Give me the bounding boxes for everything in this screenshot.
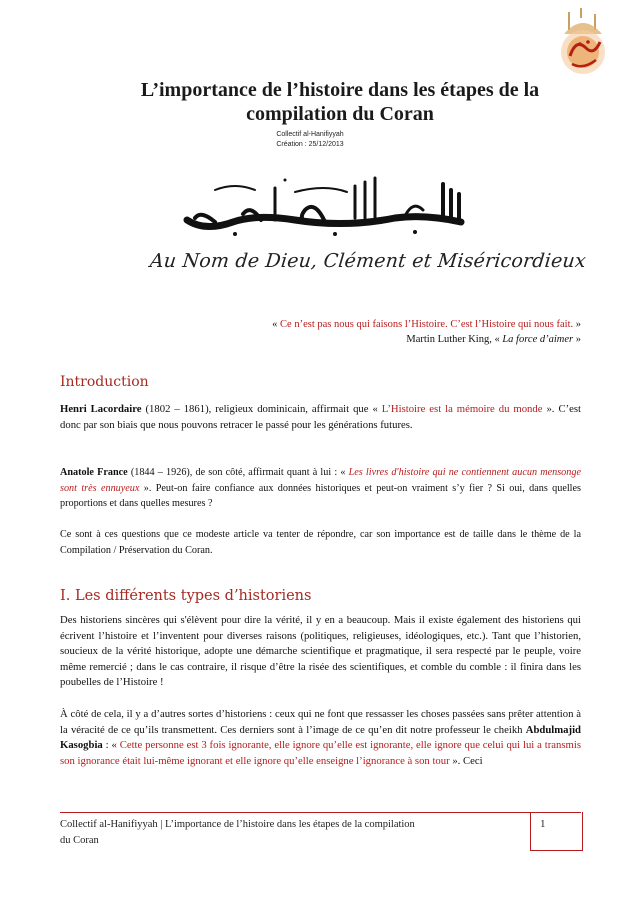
person-name: Anatole France [60,467,128,478]
bismillah-calligraphy [175,170,475,242]
page-number: 1 [540,818,546,830]
title-line-1: L’importance de l’histoire dans les étapes de la [140,79,540,101]
intro-p2-text-b: ». Peut-on faire confiance aux données historiques et peut-on vraiment s’y fier ? Si oui, dans quelles proportions et dans quelles mesures ? [60,482,582,509]
author-label: Collectif al-Hanifiyyah [276,131,344,138]
person-name: Henri Lacordaire [60,403,142,415]
intro-p1-quote: L’Histoire est la mémoire du monde [381,403,543,415]
s1-p2-quote: Cette personne est 3 fois ignorante, elle ignore qu’elle est ignorante, elle ignore que celui qui lui a transmis son ignorance était lui-même ignorant et elle ignore qu’elle enseigne l’ignorance à son tour [60,739,581,767]
s1-p2-text-a: À côté de cela, il y a d’autres sortes d’historiens : ceux qui ne font que ressasser les choses passées sans prêter attention à la véracité de ce qu’ils transmettent. Ces derniers sont à l’image de ce qu’en dit notre professeur le cheikh [60,708,581,736]
intro-p2-text-a: (1844 – 1926), de son côté, affirmait quant à lui : « [127,467,349,478]
page-number-box [530,812,583,851]
footer-text [60,817,520,849]
intro-paragraph-1 [60,402,581,433]
section-1-heading: I. Les différents types d’historiens [60,588,312,604]
s1-p2-text-c: ». Ceci [449,754,483,767]
section-1-paragraph-1: Des historiens sincères qui s'élèvent pour dire la vérité, il y en a beaucoup. Mais il existe également des historiens qui écrivent l’histoire et l’inventent pour diverses raisons (politiques, religieuses, idéologiques, etc.). Tant que l’historien, soucieux de la vérité historique, adopte une démarche scientifique et pragmatique, il sera respecté par le peuple, voire même remercié ; dans le cas contraire, il risque d’être la risée des scientifiques, et comble du comble : il finira dans les poubelles de l’Histoire ! [60,614,581,688]
bismillah-translation: Au Nom de Dieu, Clément et Miséricordieux [148,250,588,272]
intro-p1-text-b: ». C’est donc par son biais que nous pouvons retracer le passé pour les générations futures. [60,403,581,431]
footer-divider [60,812,581,813]
epigraph-quote [81,318,581,332]
epigraph-attribution [81,333,581,347]
logo [556,8,610,82]
title-line-2: compilation du Coran [246,103,434,125]
attribution-work: La force d’aimer [502,334,574,345]
attribution-close: » [573,334,581,345]
attribution-author: Martin Luther King, « [406,334,503,345]
person-name: Abdulmajid Kasogbia [60,723,581,751]
footer-line-2: du Coran [60,835,99,846]
footer-line-1: Collectif al-Hanifiyyah | L’importance de l’histoire dans les étapes de la compilation [60,819,415,830]
s1-p2-text-b: : « [102,739,120,751]
quote-open: « [272,319,281,330]
section-1-paragraph-2 [60,707,581,769]
intro-p1-text-a: (1802 – 1861), religieux dominicain, affirmait que « [141,403,382,415]
intro-p2-quote: Les livres d'histoire qui ne contiennent aucun mensonge sont très ennuyeux [60,467,581,494]
introduction-heading: Introduction [60,374,149,390]
document-title [60,78,620,126]
intro-paragraph-3: Ce sont à ces questions que ce modeste article va tenter de répondre, car son importance est de taille dans le thème de la Compilation / Préservation du Coran. [60,529,581,556]
epigraph-text: Ce n’est pas nous qui faisons l’Histoire. C’est l’Histoire qui nous fait. [280,319,574,330]
quote-close: » [573,319,581,330]
intro-paragraph-2 [60,465,581,512]
creation-date: Création : 25/12/2013 [276,141,344,148]
